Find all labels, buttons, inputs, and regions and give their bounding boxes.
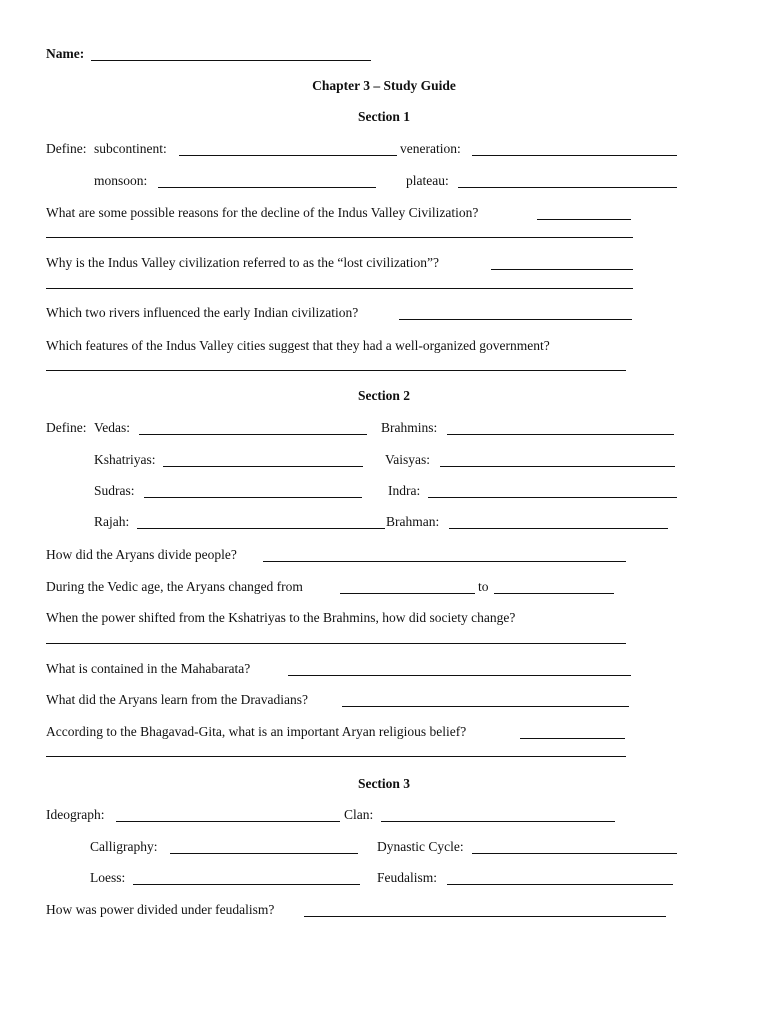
answer-s1-3[interactable] [399, 319, 632, 320]
blank-ideograph[interactable] [116, 821, 340, 822]
answer-s2-5[interactable] [342, 706, 629, 707]
blank-plateau[interactable] [458, 187, 677, 188]
term-monsoon: monsoon: [94, 173, 148, 188]
blank-veneration[interactable] [472, 155, 677, 156]
blank-calligraphy[interactable] [170, 853, 358, 854]
term-kshatriyas: Kshatriyas: [94, 452, 156, 467]
term-indra: Indra: [388, 483, 421, 498]
answer-s1-2a[interactable] [491, 269, 633, 270]
blank-vaisyas[interactable] [440, 466, 675, 467]
question-s2-2: During the Vedic age, the Aryans changed from [46, 579, 303, 594]
blank-subcontinent[interactable] [179, 155, 397, 156]
question-s2-5: What did the Aryans learn from the Dravadians? [46, 692, 309, 707]
blank-kshatriyas[interactable] [163, 466, 363, 467]
blank-sudras[interactable] [144, 497, 362, 498]
question-s2-1: How did the Aryans divide people? [46, 547, 237, 562]
answer-s2-1[interactable] [263, 561, 626, 562]
blank-indra[interactable] [428, 497, 677, 498]
term-vedas: Vedas: [94, 420, 130, 435]
blank-feudalism[interactable] [447, 884, 673, 885]
term-brahmins: Brahmins: [381, 420, 438, 435]
term-vaisyas: Vaisyas: [385, 452, 430, 467]
section-3-heading: Section 3 [357, 776, 411, 791]
answer-s1-1a[interactable] [537, 219, 631, 220]
question-s2-3: When the power shifted from the Kshatriyas to the Brahmins, how did society change? [46, 610, 516, 625]
term-loess: Loess: [90, 870, 126, 885]
answer-s2-4[interactable] [288, 675, 631, 676]
blank-vedas[interactable] [139, 434, 367, 435]
answer-s1-2b[interactable] [46, 288, 633, 289]
question-s3-1: How was power divided under feudalism? [46, 902, 275, 917]
blank-rajah[interactable] [137, 528, 385, 529]
answer-s2-6a[interactable] [520, 738, 625, 739]
term-brahman: Brahman: [386, 514, 440, 529]
blank-dynastic-cycle[interactable] [472, 853, 677, 854]
term-calligraphy: Calligraphy: [90, 839, 158, 854]
question-s1-1: What are some possible reasons for the decline of the Indus Valley Civilization? [46, 205, 479, 220]
define-label-s2: Define: [46, 420, 87, 435]
answer-s2-3[interactable] [46, 643, 626, 644]
answer-s3-1[interactable] [304, 916, 666, 917]
term-ideograph: Ideograph: [46, 807, 105, 822]
answer-s1-1b[interactable] [46, 237, 633, 238]
question-s1-4: Which features of the Indus Valley cities suggest that they had a well-organized government? [46, 338, 550, 353]
answer-s2-6b[interactable] [46, 756, 626, 757]
question-s1-3: Which two rivers influenced the early Indian civilization? [46, 305, 359, 320]
term-sudras: Sudras: [94, 483, 135, 498]
question-s1-2: Why is the Indus Valley civilization referred to as the “lost civilization”? [46, 255, 439, 270]
section-2-heading: Section 2 [357, 388, 411, 403]
page-title: Chapter 3 – Study Guide [312, 78, 456, 93]
question-s2-6: According to the Bhagavad-Gita, what is an important Aryan religious belief? [46, 724, 467, 739]
define-label-s1: Define: [46, 141, 87, 156]
blank-brahmins[interactable] [447, 434, 674, 435]
term-rajah: Rajah: [94, 514, 130, 529]
question-s2-4: What is contained in the Mahabarata? [46, 661, 251, 676]
name-blank[interactable] [91, 60, 371, 61]
term-plateau: plateau: [406, 173, 449, 188]
answer-s2-2a[interactable] [340, 593, 475, 594]
blank-loess[interactable] [133, 884, 360, 885]
name-label: Name: [46, 46, 85, 61]
answer-s2-2b[interactable] [494, 593, 614, 594]
term-clan: Clan: [344, 807, 374, 822]
term-dynastic-cycle: Dynastic Cycle: [377, 839, 464, 854]
term-subcontinent: subcontinent: [94, 141, 167, 156]
section-1-heading: Section 1 [357, 109, 411, 124]
answer-s1-4[interactable] [46, 370, 626, 371]
blank-monsoon[interactable] [158, 187, 376, 188]
blank-clan[interactable] [381, 821, 615, 822]
blank-brahman[interactable] [449, 528, 668, 529]
question-s2-2-to: to [478, 579, 489, 594]
term-veneration: veneration: [400, 141, 461, 156]
term-feudalism: Feudalism: [377, 870, 437, 885]
